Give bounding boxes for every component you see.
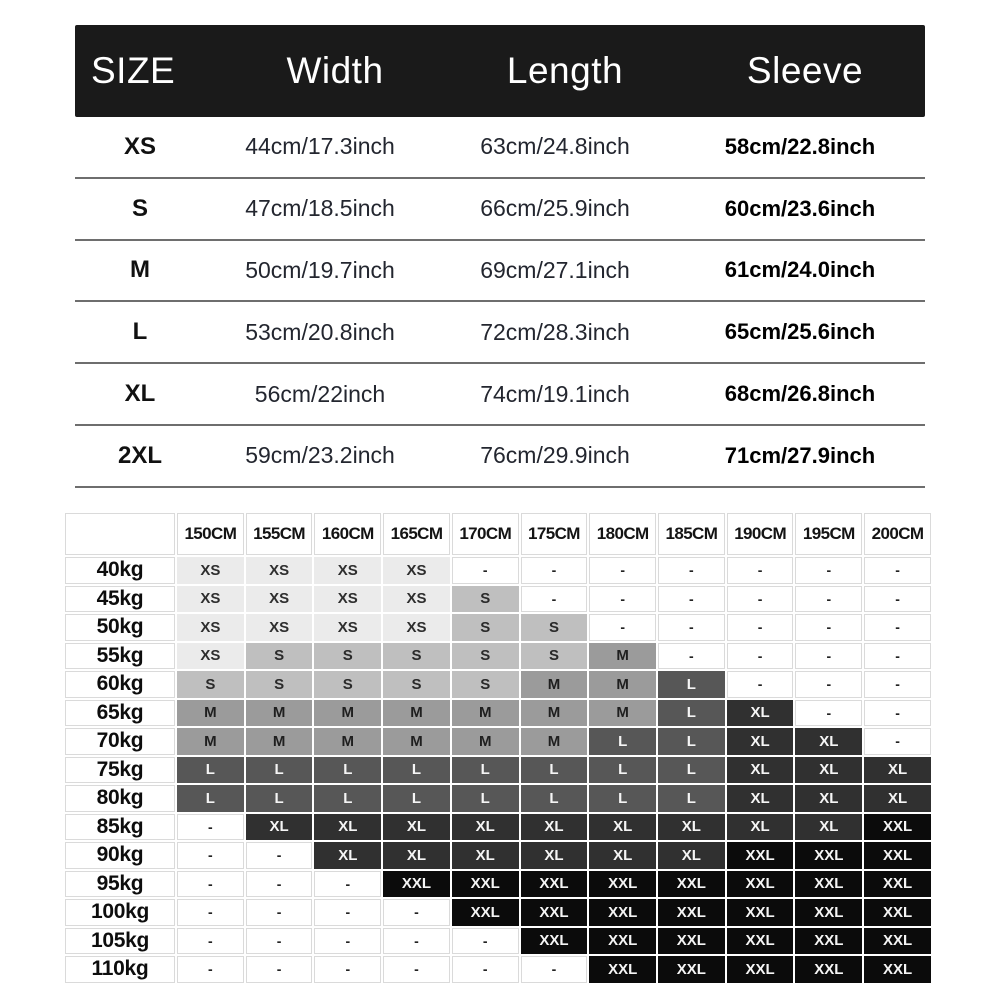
matrix-cell-size: L [451, 784, 520, 813]
matrix-cell-size: M [245, 727, 314, 756]
size-row-m [75, 241, 925, 303]
matrix-cell-size: L [657, 784, 726, 813]
matrix-row-45kg [64, 585, 932, 614]
matrix-cell-size: XL [657, 841, 726, 870]
matrix-cell-size: XXL [588, 955, 657, 984]
weight-label: 105kg [64, 927, 176, 956]
matrix-cell-empty: - [657, 585, 726, 614]
height-header: 170CM [451, 512, 520, 556]
size-table-rows [75, 117, 925, 488]
matrix-cell-size: XXL [451, 870, 520, 899]
weight-label: 100kg [64, 898, 176, 927]
size-row-xs [75, 117, 925, 179]
matrix-cell-empty: - [863, 556, 932, 585]
matrix-cell-empty: - [382, 927, 451, 956]
matrix-cell-size: S [382, 642, 451, 671]
matrix-cell-size: M [176, 727, 245, 756]
matrix-cell-size: XS [245, 556, 314, 585]
size-label: M [130, 256, 150, 284]
matrix-row-80kg [64, 784, 932, 813]
matrix-cell-size: S [451, 642, 520, 671]
matrix-cell-empty: - [451, 556, 520, 585]
matrix-cell-size: L [245, 784, 314, 813]
matrix-cell-size: S [382, 670, 451, 699]
matrix-row-105kg [64, 927, 932, 956]
sleeve-value: 68cm/26.8inch [724, 381, 876, 407]
matrix-cell-size: XXL [794, 927, 863, 956]
matrix-cell-empty: - [176, 870, 245, 899]
matrix-cell-size: XS [313, 613, 382, 642]
matrix-cell-size: XXL [726, 955, 795, 984]
matrix-cell-size: XL [520, 813, 589, 842]
width-value: 59cm/23.2inch [245, 442, 395, 469]
matrix-cell-size: L [520, 756, 589, 785]
matrix-cell-size: XXL [726, 841, 795, 870]
matrix-cell-size: L [657, 699, 726, 728]
matrix-cell-size: L [382, 756, 451, 785]
matrix-cell-size: L [313, 756, 382, 785]
matrix-cell-size: M [382, 699, 451, 728]
matrix-cell-size: XL [313, 813, 382, 842]
matrix-row-90kg [64, 841, 932, 870]
matrix-cell-empty: - [520, 955, 589, 984]
matrix-cell-empty: - [588, 585, 657, 614]
matrix-cell-size: XS [176, 613, 245, 642]
weight-label: 110kg [64, 955, 176, 984]
matrix-cell-size: XL [794, 727, 863, 756]
length-value: 66cm/25.9inch [480, 195, 630, 222]
matrix-cell-empty: - [176, 813, 245, 842]
matrix-cell-empty: - [520, 585, 589, 614]
matrix-cell-size: XXL [863, 841, 932, 870]
size-label: L [132, 318, 148, 346]
matrix-cell-size: S [451, 585, 520, 614]
matrix-cell-size: L [520, 784, 589, 813]
matrix-cell-empty: - [863, 727, 932, 756]
height-header: 190CM [726, 512, 795, 556]
matrix-cell-empty: - [451, 927, 520, 956]
matrix-cell-size: XL [863, 756, 932, 785]
matrix-cell-size: XS [382, 613, 451, 642]
sleeve-value: 60cm/23.6inch [724, 195, 876, 221]
matrix-cell-size: L [382, 784, 451, 813]
weight-label: 95kg [64, 870, 176, 899]
header-length: Length [506, 50, 624, 91]
size-label: 2XL [117, 441, 162, 469]
matrix-cell-size: M [313, 699, 382, 728]
matrix-cell-size: XS [176, 556, 245, 585]
matrix-cell-empty: - [863, 585, 932, 614]
matrix-cell-size: XL [794, 756, 863, 785]
matrix-cell-size: L [245, 756, 314, 785]
matrix-row-50kg [64, 613, 932, 642]
matrix-cell-size: XL [726, 813, 795, 842]
matrix-cell-size: XXL [657, 870, 726, 899]
size-row-s [75, 179, 925, 241]
matrix-cell-empty: - [176, 955, 245, 984]
matrix-cell-empty: - [313, 955, 382, 984]
matrix-cell-size: S [245, 670, 314, 699]
matrix-cell-empty: - [794, 613, 863, 642]
matrix-cell-size: XL [863, 784, 932, 813]
matrix-cell-size: XXL [451, 898, 520, 927]
matrix-cell-empty: - [863, 699, 932, 728]
sleeve-value: 65cm/25.6inch [724, 319, 876, 345]
matrix-cell-size: M [176, 699, 245, 728]
matrix-cell-empty: - [794, 642, 863, 671]
matrix-cell-empty: - [313, 927, 382, 956]
matrix-cell-empty: - [245, 870, 314, 899]
matrix-cell-size: XXL [588, 870, 657, 899]
weight-label: 40kg [64, 556, 176, 585]
matrix-cell-size: XXL [657, 898, 726, 927]
matrix-cell-empty: - [176, 898, 245, 927]
matrix-cell-size: M [382, 727, 451, 756]
height-header: 180CM [588, 512, 657, 556]
matrix-row-65kg [64, 699, 932, 728]
matrix-cell-size: M [451, 699, 520, 728]
weight-label: 50kg [64, 613, 176, 642]
matrix-cell-size: S [451, 670, 520, 699]
matrix-cell-empty: - [176, 927, 245, 956]
matrix-cell-size: M [588, 642, 657, 671]
matrix-cell-empty: - [245, 927, 314, 956]
matrix-cell-size: L [176, 784, 245, 813]
matrix-cell-size: S [313, 670, 382, 699]
matrix-cell-size: L [657, 727, 726, 756]
height-header: 200CM [863, 512, 932, 556]
matrix-cell-empty: - [657, 613, 726, 642]
matrix-row-100kg [64, 898, 932, 927]
matrix-cell-size: XL [588, 841, 657, 870]
matrix-cell-size: XXL [794, 841, 863, 870]
matrix-cell-size: L [313, 784, 382, 813]
matrix-cell-size: XXL [726, 898, 795, 927]
weight-label: 75kg [64, 756, 176, 785]
weight-label: 70kg [64, 727, 176, 756]
matrix-cell-empty: - [794, 556, 863, 585]
matrix-cell-size: XS [313, 556, 382, 585]
matrix-cell-size: XS [382, 585, 451, 614]
matrix-cell-empty: - [313, 870, 382, 899]
matrix-cell-size: L [588, 756, 657, 785]
matrix-row-110kg [64, 955, 932, 984]
matrix-cell-size: XXL [657, 955, 726, 984]
matrix-cell-size: XL [451, 841, 520, 870]
matrix-cell-empty: - [657, 556, 726, 585]
matrix-cell-size: XL [382, 813, 451, 842]
matrix-row-75kg [64, 756, 932, 785]
matrix-cell-size: XL [588, 813, 657, 842]
matrix-cell-size: L [588, 784, 657, 813]
matrix-cell-empty: - [313, 898, 382, 927]
matrix-row-70kg [64, 727, 932, 756]
matrix-cell-size: XL [726, 727, 795, 756]
matrix-cell-size: XXL [863, 870, 932, 899]
matrix-cell-size: L [451, 756, 520, 785]
matrix-cell-size: XXL [726, 870, 795, 899]
matrix-cell-size: XXL [794, 870, 863, 899]
matrix-cell-empty: - [726, 642, 795, 671]
matrix-row-55kg [64, 642, 932, 671]
matrix-cell-size: XXL [520, 927, 589, 956]
height-header: 165CM [382, 512, 451, 556]
matrix-cell-size: XL [657, 813, 726, 842]
matrix-cell-size: XS [382, 556, 451, 585]
matrix-cell-size: XXL [863, 955, 932, 984]
matrix-cell-empty: - [245, 955, 314, 984]
matrix-cell-size: M [588, 670, 657, 699]
height-header: 185CM [657, 512, 726, 556]
weight-label: 55kg [64, 642, 176, 671]
matrix-cell-size: L [176, 756, 245, 785]
matrix-cell-empty: - [863, 670, 932, 699]
length-value: 74cm/19.1inch [480, 380, 630, 407]
matrix-corner-cell [64, 512, 176, 556]
matrix-cell-size: XXL [382, 870, 451, 899]
matrix-row-85kg [64, 813, 932, 842]
matrix-cell-size: XL [794, 813, 863, 842]
matrix-cell-size: XL [520, 841, 589, 870]
matrix-cell-size: S [313, 642, 382, 671]
matrix-cell-size: S [245, 642, 314, 671]
matrix-cell-size: XXL [863, 927, 932, 956]
matrix-cell-size: XS [313, 585, 382, 614]
matrix-cell-size: XL [245, 813, 314, 842]
matrix-header-row [64, 512, 932, 556]
matrix-cell-size: M [520, 699, 589, 728]
matrix-row-95kg [64, 870, 932, 899]
width-value: 56cm/22inch [254, 380, 386, 407]
matrix-cell-size: L [588, 727, 657, 756]
weight-label: 60kg [64, 670, 176, 699]
height-header: 175CM [520, 512, 589, 556]
weight-label: 65kg [64, 699, 176, 728]
matrix-cell-size: XL [726, 784, 795, 813]
matrix-cell-size: XS [176, 642, 245, 671]
matrix-cell-empty: - [245, 898, 314, 927]
matrix-cell-empty: - [726, 585, 795, 614]
matrix-cell-size: XXL [588, 898, 657, 927]
weight-label: 80kg [64, 784, 176, 813]
matrix-cell-empty: - [726, 556, 795, 585]
width-value: 50cm/19.7inch [245, 256, 395, 283]
length-value: 69cm/27.1inch [480, 256, 630, 283]
matrix-cell-size: L [657, 756, 726, 785]
matrix-cell-size: M [245, 699, 314, 728]
matrix-cell-empty: - [863, 642, 932, 671]
matrix-cell-size: XXL [520, 870, 589, 899]
width-value: 53cm/20.8inch [245, 318, 395, 345]
height-header: 150CM [176, 512, 245, 556]
matrix-cell-empty: - [794, 670, 863, 699]
matrix-cell-size: XXL [726, 927, 795, 956]
matrix-cell-size: S [176, 670, 245, 699]
matrix-cell-size: XL [726, 756, 795, 785]
matrix-cell-empty: - [588, 613, 657, 642]
matrix-cell-size: M [313, 727, 382, 756]
matrix-cell-size: M [588, 699, 657, 728]
size-table-header [75, 25, 925, 117]
matrix-cell-size: S [451, 613, 520, 642]
matrix-cell-size: XS [245, 613, 314, 642]
weight-label: 90kg [64, 841, 176, 870]
matrix-row-40kg [64, 556, 932, 585]
matrix-cell-size: XXL [657, 927, 726, 956]
matrix-cell-size: XXL [794, 898, 863, 927]
height-header: 155CM [245, 512, 314, 556]
matrix-cell-size: XXL [794, 955, 863, 984]
matrix-cell-empty: - [588, 556, 657, 585]
matrix-cell-empty: - [726, 613, 795, 642]
matrix-cell-empty: - [657, 642, 726, 671]
matrix-cell-size: XS [176, 585, 245, 614]
sleeve-value: 61cm/24.0inch [724, 257, 876, 283]
weight-label: 85kg [64, 813, 176, 842]
matrix-cell-empty: - [794, 585, 863, 614]
matrix-cell-empty: - [520, 556, 589, 585]
size-label: XS [123, 132, 156, 160]
matrix-cell-size: XS [245, 585, 314, 614]
matrix-cell-size: XL [451, 813, 520, 842]
matrix-cell-empty: - [245, 841, 314, 870]
header-width: Width [286, 50, 384, 91]
matrix-cell-size: M [520, 670, 589, 699]
size-row-xl [75, 364, 925, 426]
matrix-cell-empty: - [726, 670, 795, 699]
matrix-cell-size: XXL [588, 927, 657, 956]
matrix-cell-size: L [657, 670, 726, 699]
matrix-cell-size: XXL [863, 898, 932, 927]
matrix-cell-size: XL [794, 784, 863, 813]
matrix-cell-empty: - [382, 955, 451, 984]
height-weight-matrix [63, 511, 933, 985]
header-sleeve: Sleeve [746, 50, 864, 91]
length-value: 72cm/28.3inch [480, 318, 630, 345]
matrix-cell-size: S [520, 613, 589, 642]
matrix-cell-size: S [520, 642, 589, 671]
width-value: 44cm/17.3inch [245, 133, 395, 160]
matrix-cell-size: XXL [863, 813, 932, 842]
matrix-cell-empty: - [382, 898, 451, 927]
sleeve-value: 71cm/27.9inch [724, 442, 876, 468]
matrix-row-60kg [64, 670, 932, 699]
height-header: 160CM [313, 512, 382, 556]
height-header: 195CM [794, 512, 863, 556]
matrix-cell-size: XL [382, 841, 451, 870]
sleeve-value: 58cm/22.8inch [724, 133, 876, 159]
length-value: 76cm/29.9inch [480, 442, 630, 469]
matrix-cell-empty: - [176, 841, 245, 870]
matrix-cell-size: XL [313, 841, 382, 870]
matrix-cell-size: M [451, 727, 520, 756]
header-size: SIZE [91, 50, 176, 91]
matrix-cell-empty: - [863, 613, 932, 642]
matrix-cell-size: XL [726, 699, 795, 728]
matrix-cell-size: M [520, 727, 589, 756]
matrix-cell-empty: - [794, 699, 863, 728]
matrix-cell-size: XXL [520, 898, 589, 927]
weight-label: 45kg [64, 585, 176, 614]
size-label: XL [124, 380, 156, 408]
size-row-l [75, 302, 925, 364]
width-value: 47cm/18.5inch [245, 195, 395, 222]
size-row-2xl [75, 426, 925, 488]
size-label: S [131, 194, 148, 222]
length-value: 63cm/24.8inch [480, 133, 630, 160]
matrix-cell-empty: - [451, 955, 520, 984]
